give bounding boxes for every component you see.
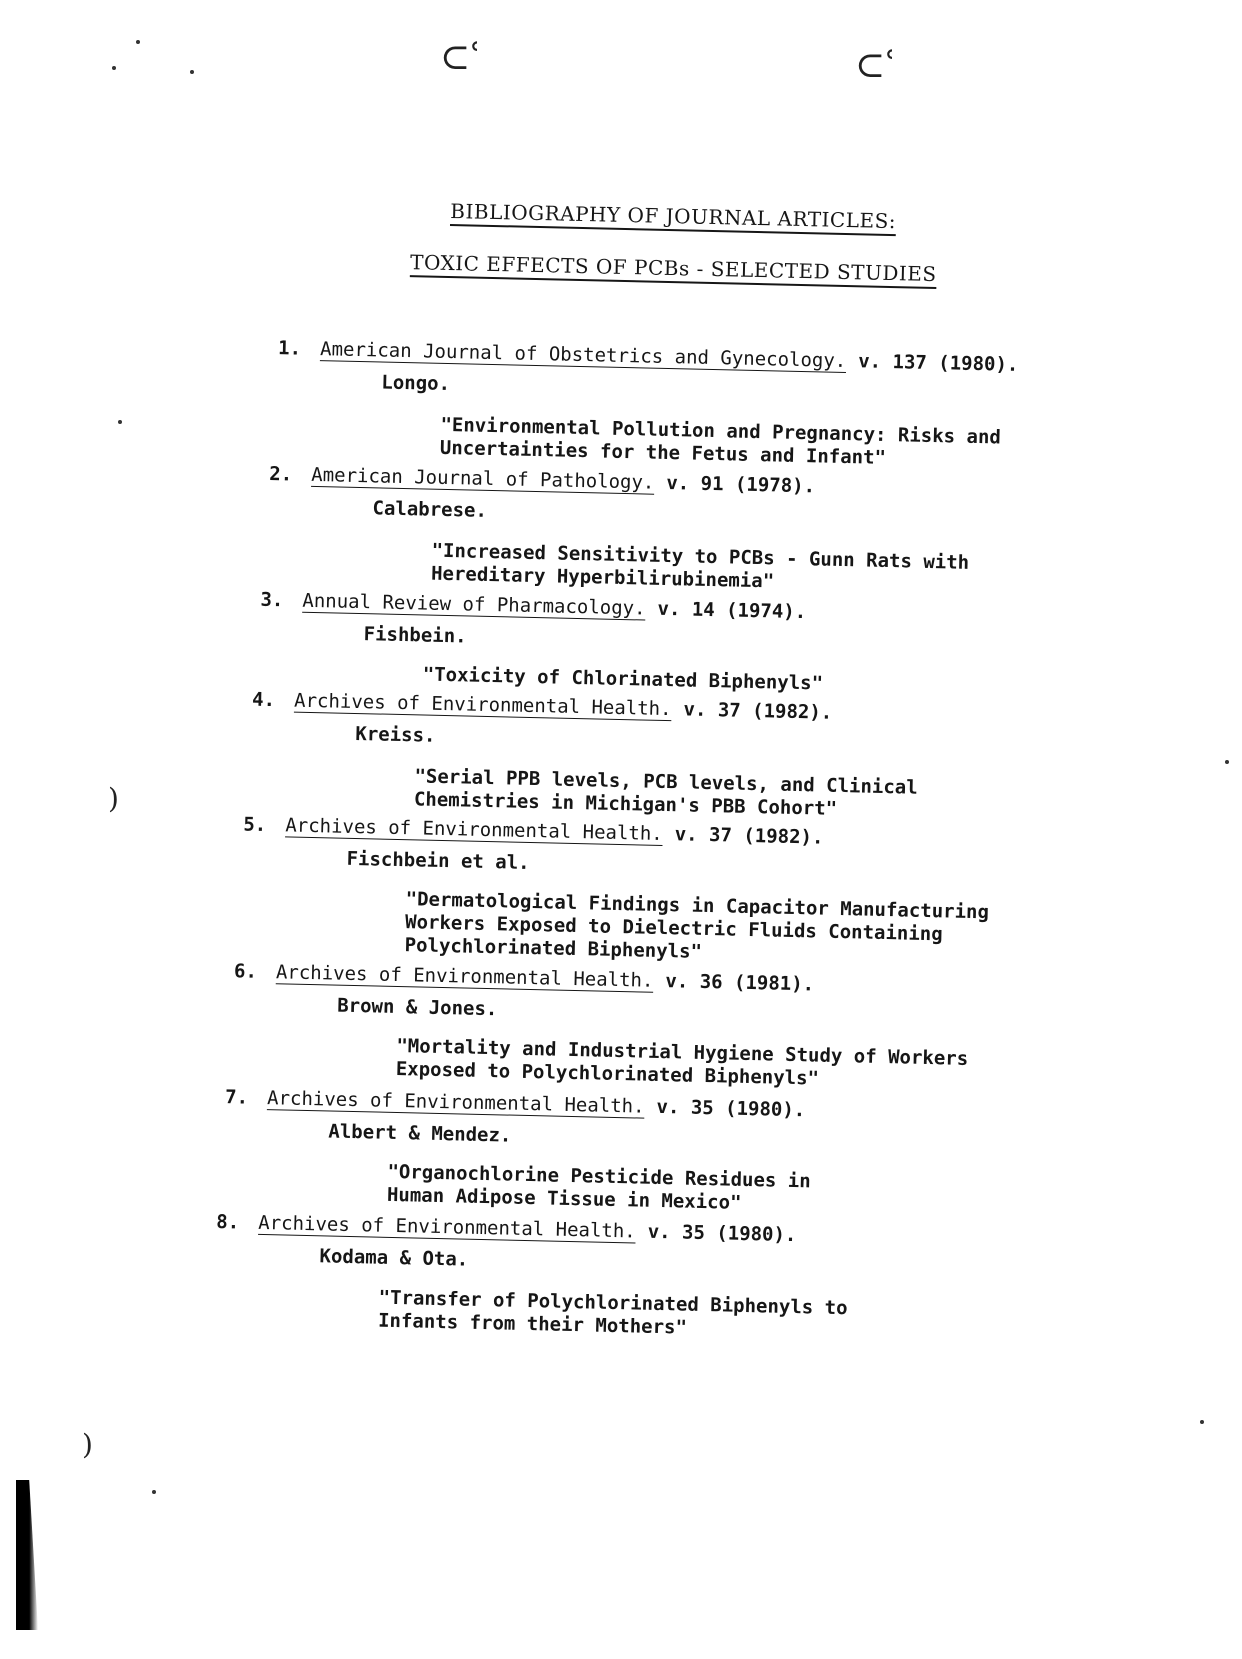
journal-volume: v. 37 (1982). [674, 823, 824, 849]
margin-mark: ) [108, 782, 119, 815]
entry-number: 3. [260, 588, 284, 612]
margin-mark: ) [82, 1428, 93, 1461]
entry-number: 2. [269, 462, 293, 486]
journal-name: Archives of Environmental Health. [258, 1211, 636, 1243]
journal-citation [276, 961, 815, 995]
journal-volume: v. 137 (1980). [857, 350, 1019, 376]
entry-number: 5. [243, 813, 267, 836]
entry-number: 6. [233, 960, 258, 983]
author: Kreiss. [355, 722, 436, 747]
journal-name: Archives of Environmental Health. [293, 689, 672, 721]
journal-volume: v. 37 (1982). [683, 698, 833, 724]
author: Fischbein et al. [346, 847, 530, 874]
entry-number: 7. [224, 1086, 249, 1109]
author: Brown & Jones. [337, 994, 498, 1021]
journal-citation [267, 1087, 806, 1121]
article-title: "Mortality and Industrial Hygiene Study of Workers Exposed to Polychlorinated Biphenyls" [395, 1034, 969, 1090]
journal-citation [294, 690, 833, 724]
document-subtitle: TOXIC EFFECTS OF PCBs - SELECTED STUDIES [409, 250, 937, 287]
author: Fishbein. [363, 623, 467, 648]
author: Albert & Mendez. [328, 1120, 512, 1147]
journal-volume: v. 35 (1980). [656, 1095, 806, 1122]
journal-name: American Journal of Obstetrics and Gynecology. [319, 338, 847, 373]
article-title: "Organochlorine Pesticide Residues in Human Adipose Tissue in Mexico" [386, 1160, 811, 1214]
entry-number: 1. [277, 337, 302, 360]
journal-name: Annual Review of Pharmacology. [302, 589, 646, 620]
journal-citation [311, 464, 815, 497]
journal-volume: v. 36 (1981). [665, 970, 815, 996]
journal-citation [285, 814, 824, 848]
journal-volume: v. 35 (1980). [647, 1220, 797, 1247]
article-title: "Increased Sensitivity to PCBs - Gunn Rats with Hereditary Hyperbilirubinemia" [430, 539, 970, 593]
entry-number: 8. [216, 1210, 240, 1234]
document-title: BIBLIOGRAPHY OF JOURNAL ARTICLES: [450, 199, 897, 234]
journal-citation [258, 1212, 797, 1246]
article-title: "Toxicity of Chlorinated Biphenyls" [422, 663, 824, 695]
journal-citation [320, 338, 1019, 376]
stamp-mark-right: ⊂ʿ [855, 45, 897, 86]
journal-name: American Journal of Pathology. [311, 463, 655, 494]
article-title: "Transfer of Polychlorinated Biphenyls to Infants from their Mothers" [377, 1286, 848, 1339]
article-title: "Serial PPB levels, PCB levels, and Clinical Chemistries in Michigan's PBB Cohort" [413, 765, 918, 820]
article-title: "Dermatological Findings in Capacitor Manufacturing Workers Exposed to Dielectric Fluids Containing Polychlorinated Biphenyls" [404, 888, 990, 963]
author: Longo. [381, 371, 451, 396]
author: Kodama & Ota. [319, 1245, 469, 1271]
journal-name: Archives of Environmental Health. [266, 1087, 645, 1118]
stamp-mark-left: ⊂ʿ [440, 37, 482, 78]
entry-number: 4. [251, 688, 276, 712]
article-title: "Environmental Pollution and Pregnancy: Risks and Uncertainties for the Fetus and Infant" [439, 413, 1002, 469]
journal-name: Archives of Environmental Health. [285, 814, 663, 845]
journal-volume: v. 91 (1978). [666, 471, 816, 498]
journal-citation [302, 590, 806, 623]
journal-name: Archives of Environmental Health. [275, 961, 654, 992]
journal-volume: v. 14 (1974). [657, 597, 807, 624]
author: Calabrese. [372, 497, 488, 522]
